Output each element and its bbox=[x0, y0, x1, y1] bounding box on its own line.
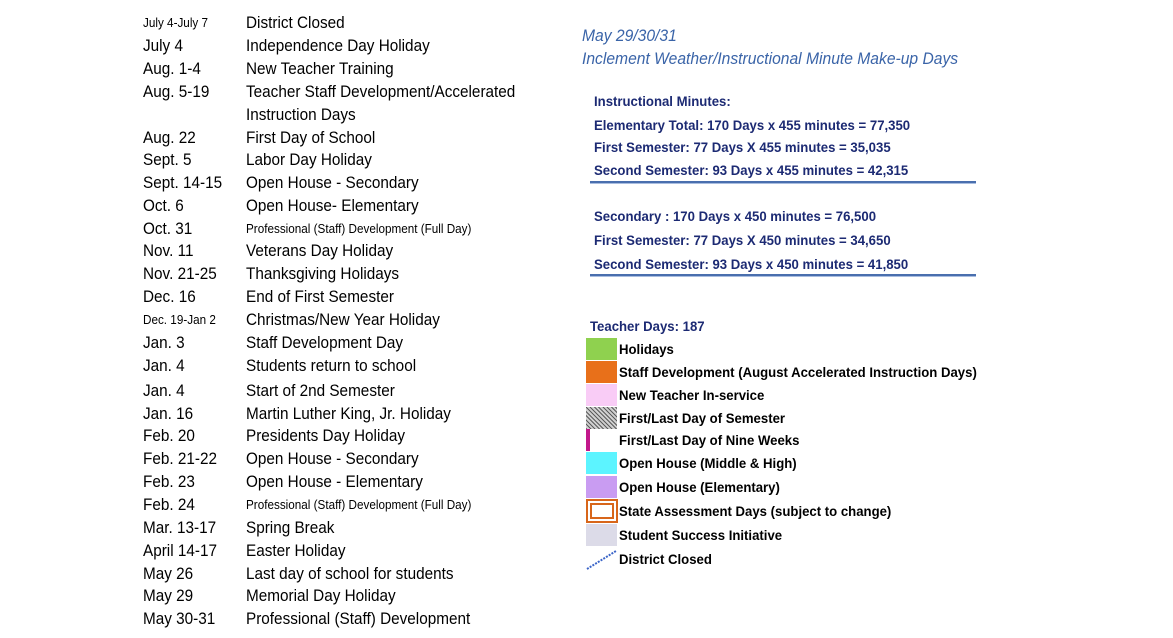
event-description: Memorial Day Holiday bbox=[246, 586, 396, 605]
event-date: Jan. 4 bbox=[143, 356, 185, 375]
elementary-second-semester: Second Semester: 93 Days x 455 minutes = 42,315 bbox=[594, 162, 909, 178]
calendar-row bbox=[0, 127, 560, 149]
teacher-days: Teacher Days: 187 bbox=[590, 318, 705, 334]
event-description: Spring Break bbox=[246, 518, 335, 537]
calendar-row bbox=[0, 172, 560, 194]
legend-label: First/Last Day of Semester bbox=[619, 410, 786, 426]
event-description: Professional (Staff) Development bbox=[246, 609, 471, 628]
instructional-minutes-heading: Instructional Minutes: bbox=[594, 93, 731, 109]
event-description: Staff Development Day bbox=[246, 333, 404, 352]
event-description: Martin Luther King, Jr. Holiday bbox=[246, 404, 451, 423]
calendar-row bbox=[0, 240, 560, 262]
calendar-events-list bbox=[0, 0, 560, 638]
legend-item bbox=[586, 548, 1066, 570]
elementary-first-semester: First Semester: 77 Days X 455 minutes = 35,035 bbox=[594, 139, 891, 155]
calendar-row bbox=[0, 309, 560, 331]
calendar-row bbox=[0, 540, 560, 562]
calendar-row bbox=[0, 58, 560, 80]
calendar-row bbox=[0, 585, 560, 607]
secondary-divider bbox=[590, 274, 976, 276]
calendar-row bbox=[0, 332, 560, 354]
event-date: Nov. 11 bbox=[143, 241, 194, 260]
makeup-days-note bbox=[582, 24, 958, 70]
event-date: Oct. 6 bbox=[143, 196, 184, 215]
event-description: Professional (Staff) Development (Full Day) bbox=[246, 497, 472, 512]
calendar-row bbox=[0, 608, 560, 630]
event-date: Feb. 20 bbox=[143, 426, 195, 445]
legend-item bbox=[586, 524, 1066, 546]
event-description: Christmas/New Year Holiday bbox=[246, 310, 440, 329]
legend-item bbox=[586, 476, 1066, 498]
legend-label: Open House (Middle & High) bbox=[619, 455, 797, 471]
event-date: April 14-17 bbox=[143, 541, 217, 560]
calendar-row bbox=[0, 286, 560, 308]
makeup-dates: May 29/30/31 bbox=[582, 26, 677, 45]
event-description: Veterans Day Holiday bbox=[246, 241, 394, 260]
legend-item bbox=[586, 452, 1066, 474]
event-description: Last day of school for students bbox=[246, 564, 454, 583]
event-description: Open House - Elementary bbox=[246, 472, 423, 491]
event-date: Jan. 16 bbox=[143, 404, 194, 423]
legend-label: Staff Development (August Accelerated Instruction Days) bbox=[619, 364, 977, 380]
calendar-row bbox=[0, 195, 560, 217]
event-date: Sept. 5 bbox=[143, 150, 192, 169]
elementary-divider bbox=[590, 181, 976, 183]
event-description: Professional (Staff) Development (Full Day) bbox=[246, 221, 472, 236]
legend-swatch bbox=[586, 524, 617, 546]
event-date: Aug. 22 bbox=[143, 128, 196, 147]
calendar-row bbox=[0, 355, 560, 377]
event-description: Open House - Secondary bbox=[246, 449, 419, 468]
legend-label: New Teacher In-service bbox=[619, 387, 765, 403]
event-description: Labor Day Holiday bbox=[246, 150, 372, 169]
event-date: Mar. 13-17 bbox=[143, 518, 217, 537]
calendar-row bbox=[0, 471, 560, 493]
event-description: Easter Holiday bbox=[246, 541, 346, 560]
legend-label: State Assessment Days (subject to change) bbox=[619, 503, 892, 519]
event-date: Feb. 21-22 bbox=[143, 449, 218, 468]
event-description: Teacher Staff Development/Accelerated bbox=[246, 82, 516, 101]
event-description: New Teacher Training bbox=[246, 59, 394, 78]
calendar-row bbox=[0, 425, 560, 447]
calendar-row bbox=[0, 12, 560, 34]
calendar-row bbox=[0, 218, 560, 240]
event-description: Students return to school bbox=[246, 356, 417, 375]
calendar-row bbox=[0, 81, 560, 124]
calendar-row bbox=[0, 448, 560, 470]
secondary-second-semester: Second Semester: 93 Days x 450 minutes = 41,850 bbox=[594, 256, 909, 272]
event-date: May 30-31 bbox=[143, 609, 216, 628]
legend-label: First/Last Day of Nine Weeks bbox=[619, 432, 800, 448]
event-date: Oct. 31 bbox=[143, 219, 193, 238]
legend-swatch bbox=[586, 384, 617, 406]
event-description: Presidents Day Holiday bbox=[246, 426, 406, 445]
event-date: Dec. 19-Jan 2 bbox=[143, 312, 216, 327]
legend-item bbox=[586, 338, 1066, 360]
legend-swatch bbox=[586, 499, 618, 523]
calendar-row bbox=[0, 563, 560, 585]
legend-label: Holidays bbox=[619, 341, 674, 357]
event-date: May 26 bbox=[143, 564, 194, 583]
event-date: Jan. 3 bbox=[143, 333, 185, 352]
legend-label: Open House (Elementary) bbox=[619, 479, 780, 495]
event-description: Open House - Secondary bbox=[246, 173, 419, 192]
legend-swatch bbox=[586, 407, 617, 429]
calendar-row bbox=[0, 517, 560, 539]
calendar-row bbox=[0, 380, 560, 402]
event-date: Feb. 23 bbox=[143, 472, 195, 491]
event-description: Thanksgiving Holidays bbox=[246, 264, 400, 283]
event-date: May 29 bbox=[143, 586, 194, 605]
calendar-row bbox=[0, 35, 560, 57]
makeup-label: Inclement Weather/Instructional Minute Make-up Days bbox=[582, 49, 959, 68]
legend-item bbox=[586, 384, 1066, 406]
elementary-total: Elementary Total: 170 Days x 455 minutes = 77,350 bbox=[594, 117, 911, 133]
event-date: Dec. 16 bbox=[143, 287, 196, 306]
event-date: Aug. 5-19 bbox=[143, 82, 210, 101]
event-date: July 4-July 7 bbox=[143, 15, 209, 30]
calendar-row bbox=[0, 403, 560, 425]
legend-swatch bbox=[586, 476, 617, 498]
event-description: District Closed bbox=[246, 13, 345, 32]
calendar-row bbox=[0, 149, 560, 171]
secondary-first-semester: First Semester: 77 Days X 450 minutes = 34,650 bbox=[594, 232, 891, 248]
event-description: Independence Day Holiday bbox=[246, 36, 430, 55]
event-date: Nov. 21-25 bbox=[143, 264, 217, 283]
legend-label: District Closed bbox=[619, 551, 712, 567]
event-date: Feb. 24 bbox=[143, 495, 195, 514]
event-description-continued: Instruction Days bbox=[246, 105, 356, 124]
secondary-total: Secondary : 170 Days x 450 minutes = 76,500 bbox=[594, 208, 877, 224]
legend-swatch bbox=[586, 338, 617, 360]
legend-item bbox=[586, 429, 1066, 451]
event-date: July 4 bbox=[143, 36, 183, 55]
legend-swatch bbox=[586, 361, 617, 383]
legend-swatch bbox=[586, 429, 590, 451]
calendar-row bbox=[0, 494, 560, 516]
event-description: End of First Semester bbox=[246, 287, 394, 306]
legend-label: Student Success Initiative bbox=[619, 527, 783, 543]
event-date: Sept. 14-15 bbox=[143, 173, 223, 192]
legend-item bbox=[586, 407, 1066, 429]
event-description: Open House- Elementary bbox=[246, 196, 419, 215]
calendar-row bbox=[0, 263, 560, 285]
legend-swatch bbox=[586, 548, 617, 570]
event-date: Aug. 1-4 bbox=[143, 59, 201, 78]
legend-item bbox=[586, 361, 1066, 383]
legend-swatch bbox=[586, 452, 617, 474]
legend-item bbox=[586, 500, 1066, 522]
event-date: Jan. 4 bbox=[143, 381, 185, 400]
event-description: Start of 2nd Semester bbox=[246, 381, 395, 400]
event-description: First Day of School bbox=[246, 128, 376, 147]
